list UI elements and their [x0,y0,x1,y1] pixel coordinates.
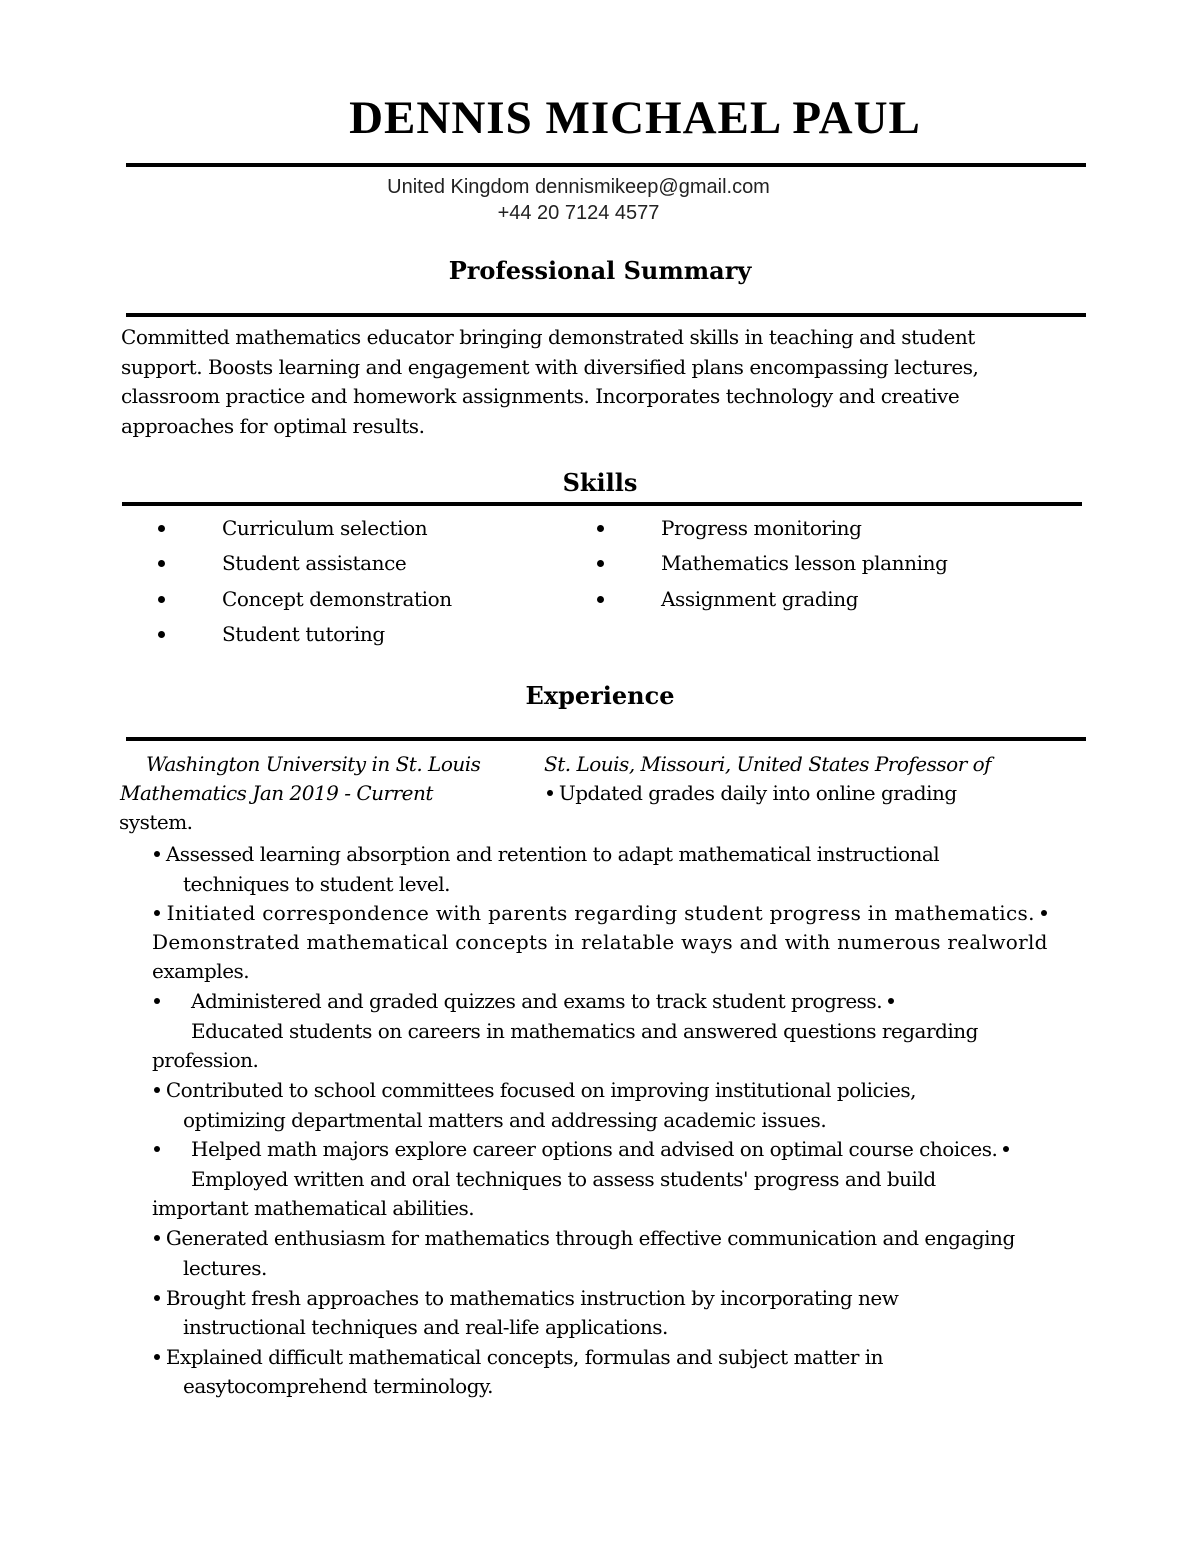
summary-line: classroom practice and homework assignments. Incorporates technology and creative [121,384,960,409]
job-bullet-text: Helped math majors explore career options and advised on optimal course choices. [191,1135,1009,1164]
bullet-icon [888,998,894,1004]
job-bullet-continued: examples. [152,959,250,983]
skill-item: Assignment grading [597,584,948,619]
skills-heading: Skills [562,468,638,497]
summary-heading: Professional Summary [448,256,752,285]
experience-heading: Experience [525,681,675,710]
job-bullet: Initiated correspondence with parents regarding student progress in mathematics. [154,899,1047,928]
job-bullet: Brought fresh approaches to mathematics instruction by incorporating new [154,1284,898,1313]
job-bullet: Assessed learning absorption and retention to adapt mathematical instructional [154,840,939,869]
job-bullet [154,987,160,1016]
bullet-icon [154,851,160,857]
skills-list-right [597,513,948,619]
bullet-icon [154,1354,160,1360]
skill-item: Student tutoring [158,619,452,654]
job-bullet-continued: lectures. [183,1256,267,1280]
skills-list-left [158,513,452,654]
bullet-icon [154,1295,160,1301]
job-bullet: Contributed to school committees focused on improving institutional policies, [154,1076,916,1105]
skills-rule [122,502,1082,506]
bullet-icon [154,910,160,916]
job-bullet [154,1135,160,1164]
job-bullet-continued: Employed written and oral techniques to assess students' progress and build [191,1167,936,1191]
bullet-icon [154,1235,160,1241]
job-bullet-continued: optimizing departmental matters and addressing academic issues. [183,1108,827,1132]
header-rule [126,163,1086,167]
job-bullet-continued: instructional techniques and real-life applications. [183,1315,668,1339]
summary-line: Committed mathematics educator bringing demonstrated skills in teaching and student [121,325,975,349]
skill-item: Curriculum selection [158,513,452,548]
candidate-name: DENNIS MICHAEL PAUL [349,92,921,144]
job-bullet: Updated grades daily into online grading [547,779,957,808]
job-location-title: St. Louis, Missouri, United States Professor of [544,752,992,776]
bullet-icon [154,998,160,1004]
job-title-dates: Mathematics Jan 2019 - Current [120,781,433,805]
job-bullet-continued: system. [119,810,193,834]
job-bullet: Generated enthusiasm for mathematics through effective communication and engaging [154,1224,1015,1253]
skill-item: Mathematics lesson planning [597,548,948,583]
job-bullet-continued: important mathematical abilities. [152,1196,475,1220]
job-bullet-continued: techniques to student level. [183,872,451,896]
contact-line-phone: +44 20 7124 4577 [497,202,660,224]
bullet-icon [154,1146,160,1152]
skill-item: Student assistance [158,548,452,583]
summary-text [121,323,1071,441]
skill-item: Progress monitoring [597,513,948,548]
summary-line: support. Boosts learning and engagement with diversified plans encompassing lectures, [121,354,979,379]
job-bullet-continued: Educated students on careers in mathematics and answered questions regarding [191,1019,978,1043]
job-bullet-continued: Demonstrated mathematical concepts in relatable ways and with numerous realworld [152,930,1048,954]
job-bullet-text: Administered and graded quizzes and exams to track student progress. [191,987,894,1016]
bullet-icon [154,1087,160,1093]
bullet-icon [547,790,553,796]
bullet-icon [1041,910,1047,916]
job-bullet-continued: profession. [152,1048,259,1072]
bullet-icon [1003,1146,1009,1152]
summary-rule [126,313,1086,317]
skill-item: Concept demonstration [158,584,452,619]
job-bullet: Explained difficult mathematical concepts, formulas and subject matter in [154,1343,883,1372]
job-bullet-continued: easytocomprehend terminology. [183,1374,494,1398]
experience-rule [126,737,1086,741]
employer-name: Washington University in St. Louis [146,752,481,776]
summary-line: approaches for optimal results. [121,413,425,438]
contact-line-location-email: United Kingdom dennismikeep@gmail.com [387,176,770,198]
